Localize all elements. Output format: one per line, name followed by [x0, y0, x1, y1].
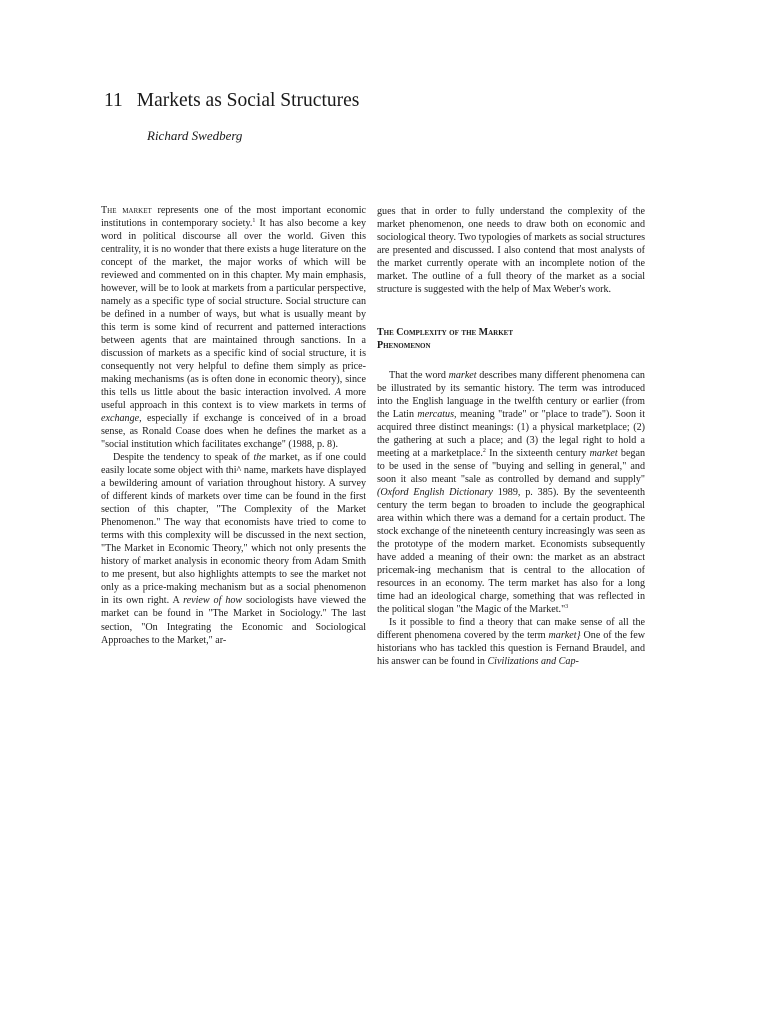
heading-line: Phenomenon — [377, 340, 431, 352]
heading-line: The Complexity of the Market — [377, 327, 514, 339]
text-run: Despite the tendency to speak of — [113, 452, 254, 464]
paragraph-semantic-history — [377, 369, 645, 616]
text-run: describes many different phenomena can be illustrated by its semantic history. The term was introduced into the English language in the twelfth century or earlier (from the Latin — [377, 370, 645, 421]
emphasis: Civilizations and Cap- — [487, 656, 579, 668]
emphasis: review of how — [183, 595, 243, 607]
text-run: Is it possible to find a theory that can make sense of all the different phenomena covered by the term — [377, 617, 645, 642]
emphasis: exchange, — [101, 413, 142, 425]
text-run: market, as if one could easily locate some object with thi^ name, markets have displayed a bewildering amount of variation throughout history. A survey of different kinds of markets over time can be found in the first section of this chapter, "The Complexity of the Market Phenomenon." The way that economists have tried to come to terms with this complexity will be discussed in the next section, "The Market in Economic Theory," which not only presents the history of market analysis in economic theory from Adam Smith to me present, but also highlights attempts to see the market not only as a price-making mechanism but as a social phenomenon in its own right. A — [101, 452, 366, 607]
section-heading — [377, 326, 645, 352]
text-run: more useful approach in this context is to view markets in terms of — [101, 387, 366, 412]
text-run: sociologists have viewed the market can be found in "The Market in Sociology." The last section, "On Integrating the Economic and Sociological Approaches to the Market," ar- — [101, 595, 367, 646]
text-run: That the word — [389, 370, 449, 382]
text-run: It has also become a key word in political discourse all over the world. Given this centrality, it is no wonder that there exists a huge literature on the concept of the market, the major works of which will be reviewed and commented on in this chapter. My main emphasis, however, will be to look at markets from a particular perspective, namely as a specific type of social structure. Social structure can be defined in a number of ways, but what is usually meant by this term is some kind of recurrent and patterned interactions between agents that are maintained through sanctions. In a discussion of markets as a specific kind of social structure, it is consequently not very helpful to define them simply as price-making mechanisms (as is often done in economic theory), since this tells us little about the basic interaction involved. — [101, 218, 366, 399]
paragraph-intro — [101, 204, 366, 451]
text-run: represents one of the most important economic institutions in contemporary society. — [101, 205, 367, 230]
footnote-ref-2: 2 — [482, 448, 486, 455]
left-column — [101, 204, 366, 647]
text-run: 1989, p. 385). By the seventeenth century the term began to broaden to include the geographical area within which there was a demand for a certain product. The stock exchange of the nineteenth century increasingly was seen as the prototype of the modern market. Economists subsequently have added a meaning of their own: the market as an abstract pricemak-ing mechanism that is central to the allocation of resources in an economy. The term market has also for a long time had an ideological charge, something that was reflected in the political slogan "the Magic of the Market." — [377, 487, 645, 616]
chapter-number: 11 — [104, 90, 123, 111]
text-run: especially if exchange is conceived of in a broad sense, as Ronald Coase does when he defines the market as a "social institution which facilitates exchange" (1988, p. 8). — [101, 413, 366, 451]
emphasis: (Oxford English Dictionary — [377, 487, 493, 499]
author-name: Richard Swedberg — [147, 128, 243, 143]
emphasis: mercatus, — [417, 409, 457, 421]
emphasis: the — [253, 452, 266, 464]
text-run: One of the few historians who has tackled this question is Fernand Braudel, and his answer can be found in — [377, 630, 645, 668]
chapter-title — [104, 88, 664, 114]
chapter-title-text: Markets as Social Structures — [136, 90, 360, 111]
emphasis: market — [589, 448, 618, 460]
paragraph-continued: gues that in order to fully understand the complexity of the market phenomenon, one needs to draw both on economic and sociological theory. Two typologies of markets as social structures are presented and discussed. I also contend that most analysts of the market currently operate with an incomplete notion of the market. The outline of a full theory of the market as a social structure is suggested with the help of Max Weber's work. — [377, 206, 645, 296]
right-column — [377, 205, 645, 668]
footnote-ref-1: 1 — [252, 218, 256, 225]
footnote-ref-3: 3 — [565, 604, 569, 611]
emphasis: A — [334, 387, 341, 399]
emphasis: market — [448, 370, 477, 382]
emphasis: market} — [548, 630, 581, 642]
paragraph-braudel — [377, 616, 645, 668]
text-run: began to be used in the sense of "buying and selling in general," and soon it also meant "sale as controlled by demand and supply" — [377, 448, 645, 486]
text-run: In the sixteenth century — [485, 448, 590, 460]
paragraph-overview — [101, 451, 366, 646]
text-run: meaning "trade" or "place to trade"). Soon it acquired three distinct meanings: (1) a physical marketplace; (2) the gathering at such a place; and (3) the legal right to hold a meeting at a marketplace. — [377, 409, 645, 460]
lead-in-small-caps: The market — [101, 205, 152, 216]
